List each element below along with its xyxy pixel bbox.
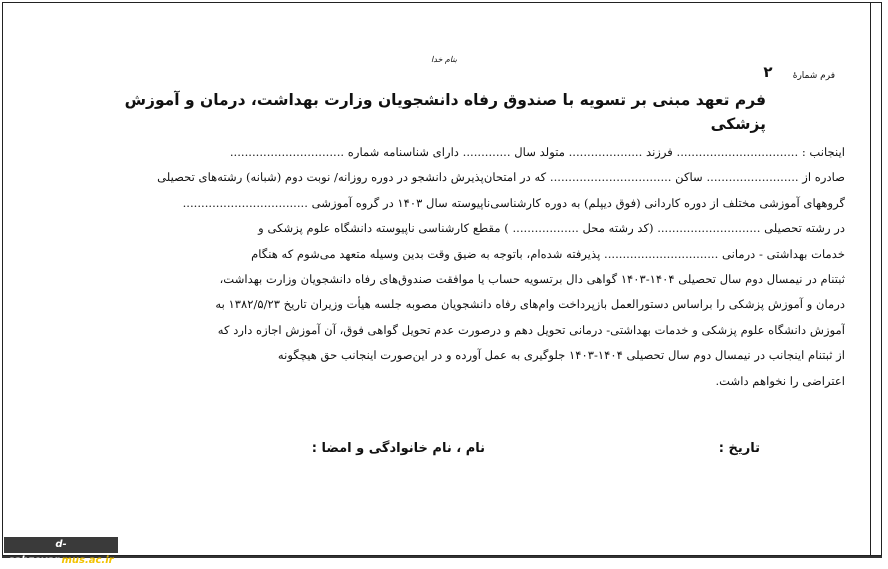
right-border-line bbox=[870, 2, 871, 556]
signature-label: نام ، نام خانوادگی و امضا : bbox=[311, 441, 485, 456]
bottom-border-line bbox=[2, 556, 882, 558]
body-line-7: درمان و آموزش پزشکی را براساس دستورالعمل بازپرداخت وام‌های رفاه دانشجویان مصوبه جلسه هیأت وزیران تاریخ ۱۳۸۲/۵/۲۳ به bbox=[215, 297, 845, 312]
date-label: تاریخ : bbox=[718, 441, 760, 456]
body-line-5: خدمات بهداشتی - درمانی ............................... پذیرفته شده‌ام، باتوجه به ضیق وقت بدین وسیله متعهد می‌شوم که هنگام bbox=[251, 246, 845, 261]
body-line-6: ثبتنام در نیمسال دوم سال تحصیلی ۱۴۰۴-۱۴۰۳ گواهی دال برتسویه حساب یا موافقت صندوق‌های رفاه دانشجویان وزارت بهداشت، bbox=[219, 272, 845, 287]
body-line-4: در رشته تحصیلی ............................ (کد رشته محل .................. ) مقطع کارشناسی ناپیوسته دانشگاه علوم پزشکی و bbox=[258, 221, 845, 236]
body-line-8: آموزش دانشگاه علوم پزشکی و خدمات بهداشتی- درمانی تحویل دهم و درصورت عدم تحویل گواهی فوق، آن آموزش اجازه دارد که bbox=[217, 322, 845, 337]
watermark-prefix: d-sabzevar. bbox=[8, 539, 67, 566]
body-line-10: اعتراضی را نخواهم داشت. bbox=[715, 373, 845, 388]
form-number: ۲ bbox=[763, 63, 773, 81]
watermark-accent: mus.ac.ir bbox=[61, 555, 114, 566]
body-line-1: اینجانب : ................................. فرزند .................... متولد سال ............. دارای شناسنامه شماره ............................... bbox=[229, 145, 845, 159]
site-watermark bbox=[4, 537, 118, 566]
body-line-2: صادره از ......................... ساکن ................................. که در امتحان‌پذیرش دانشجو در دوره روزانه/ نوبت دوم (شبانه) رشته‌های تحصیلی bbox=[157, 170, 845, 185]
form-body bbox=[30, 140, 845, 394]
body-line-9: از ثبتنام اینجانب در نیمسال دوم سال تحصیلی ۱۴۰۴-۱۴۰۳ جلوگیری به عمل آورده و در این‌صورت اینجانب حق هیچگونه bbox=[277, 348, 845, 363]
bename-heading: بنام خدا bbox=[431, 55, 457, 64]
form-number-label: فرم شمارۀ bbox=[792, 71, 835, 81]
body-line-3: گروههای آموزشی مختلف از دوره کاردانی (فوق دیپلم) به دوره کارشناسی‌ناپیوسته سال ۱۴۰۳ در گروه آموزشی .................................. bbox=[182, 195, 845, 210]
form-title: فرم تعهد مبنی بر تسویه با صندوق رفاه دانشجویان وزارت بهداشت، درمان و آموزش پزشکی bbox=[124, 91, 766, 133]
